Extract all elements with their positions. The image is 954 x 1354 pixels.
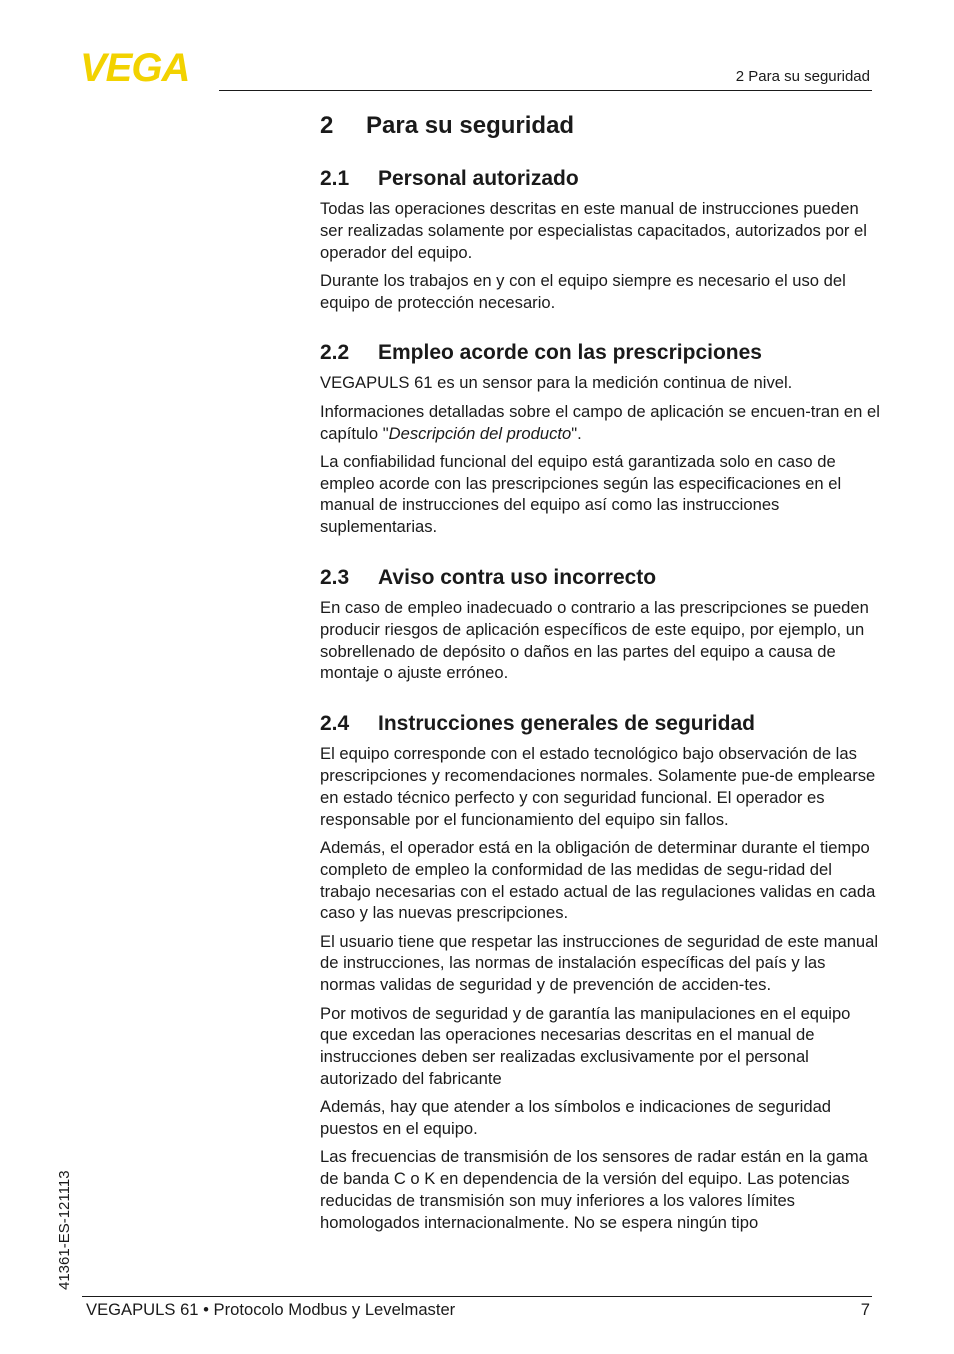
vega-logo	[80, 50, 212, 84]
section-2-4	[320, 710, 880, 1233]
paragraph: El equipo corresponde con el estado tecnológico bajo observación de las prescripciones y recomendaciones normales. Solamente pue-de emplearse en estado técnico perfecto y con seguridad funcional. El operador es responsable por el funcionamiento del equipo sin fallos.	[320, 744, 876, 829]
paragraph-text: ".	[571, 423, 582, 443]
section-title: Aviso contra uso incorrecto	[378, 566, 657, 590]
header-divider	[219, 90, 872, 91]
page-number: 7	[860, 1300, 870, 1319]
footer-divider	[82, 1296, 872, 1297]
section-number: 2.1	[320, 167, 350, 190]
paragraph: VEGAPULS 61 es un sensor para la medición continua de nivel.	[320, 373, 793, 393]
section-heading	[320, 165, 880, 192]
paragraph: Todas las operaciones descritas en este manual de instrucciones pueden ser realizadas solamente por especialistas capacitados, autorizados por el operador del equipo.	[320, 199, 867, 262]
paragraph: Además, hay que atender a los símbolos e indicaciones de seguridad puestos en el equipo.	[320, 1097, 832, 1138]
page-content	[320, 110, 880, 1259]
section-title: Instrucciones generales de seguridad	[378, 712, 755, 736]
footer-document-title: VEGAPULS 61 • Protocolo Modbus y Levelmaster	[86, 1300, 456, 1319]
chapter-heading	[320, 110, 880, 142]
section-title: Empleo acorde con las prescripciones	[378, 341, 762, 365]
section-2-1	[320, 165, 880, 313]
section-title: Personal autorizado	[378, 167, 579, 190]
paragraph: Además, el operador está en la obligación de determinar durante el tiempo completo de empleo la conformidad de las medidas de segu-ridad del trabajo necesarias con el estado actual de las regulaciones validas en cada caso y las nuevas prescripciones.	[320, 837, 876, 923]
paragraph: La confiabilidad funcional del equipo está garantizada solo en caso de empleo acorde con las prescripciones según las especificaciones en el manual de instrucciones del equipo así como las instrucciones suplementarias.	[320, 451, 842, 537]
product-description-reference: Descripción del producto	[388, 423, 572, 443]
section-number: 2.2	[320, 341, 350, 365]
section-heading	[320, 564, 880, 591]
paragraph: Las frecuencias de transmisión de los sensores de radar están en la gama de banda C o K en dependencia de la versión del equipo. Las potencias reducidas de transmisión son muy inferiores a los valores límites homologados internacionalmente. No se espera ningún tipo	[320, 1147, 868, 1232]
document-code: 41361-ES-121113	[56, 1170, 73, 1290]
section-2-3	[320, 564, 880, 684]
paragraph: Por motivos de seguridad y de garantía las manipulaciones en el equipo que excedan las operaciones necesarias descritas en el manual de instrucciones deben ser realizadas exclusivamente por el personal autorizado del fabricante	[320, 1003, 851, 1088]
paragraph: El usuario tiene que respetar las instrucciones de seguridad de este manual de instrucciones, las normas de instalación específicas del país y las normas validas de seguridad y de prevención de acciden-tes.	[320, 931, 879, 995]
chapter-number: 2	[320, 112, 334, 139]
section-heading	[320, 710, 880, 737]
paragraph: Durante los trabajos en y con el equipo siempre es necesario el uso del equipo de protección necesario.	[320, 270, 846, 312]
section-number: 2.3	[320, 566, 350, 590]
chapter-title: Para su seguridad	[366, 112, 575, 139]
section-heading	[320, 339, 880, 366]
running-header: 2 Para su seguridad	[735, 68, 870, 85]
paragraph: En caso de empleo inadecuado o contrario a las prescripciones se pueden producir riesgos de aplicación específicos de este equipo, por ejemplo, un sobrellenado de depósito o daños en las partes del equipo a causa de montaje o ajuste erróneo.	[320, 598, 869, 683]
paragraph-text: Informaciones detalladas sobre el campo de aplicación se encuen-tran en el capítulo "	[320, 401, 880, 443]
section-2-2	[320, 339, 880, 538]
paragraph	[320, 401, 880, 445]
section-number: 2.4	[320, 712, 350, 736]
vega-logo-text: VEGA	[80, 50, 190, 84]
